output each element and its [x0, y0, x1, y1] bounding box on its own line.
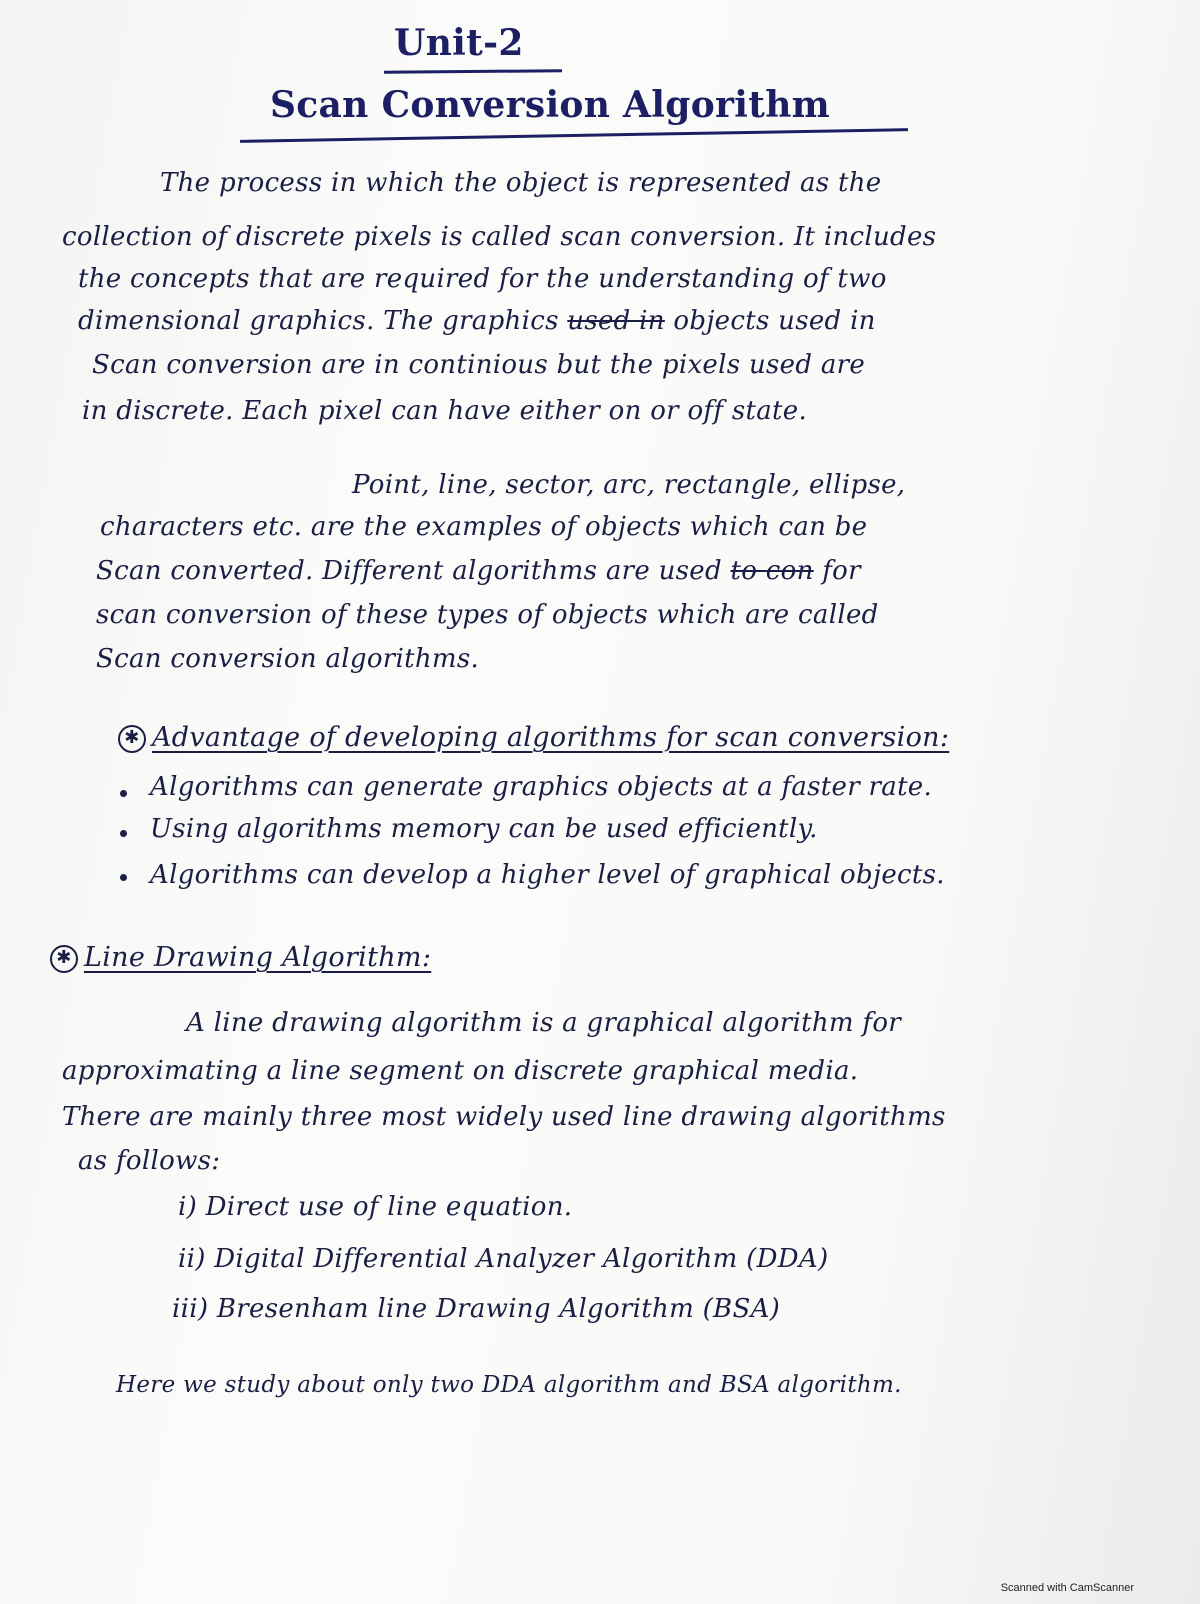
intro-line-5: Scan conversion are in continious but the pixels used are	[92, 350, 866, 380]
bullet-icon	[120, 790, 127, 797]
examples-line-3-text: Scan converted. Different algorithms are used	[96, 556, 722, 586]
intro-line-4-end: objects used in	[673, 306, 876, 336]
list-marker: iii)	[172, 1294, 209, 1324]
algorithm-list-item-2	[178, 1244, 828, 1274]
advantage-item-2: Using algorithms memory can be used efficiently.	[150, 814, 818, 844]
intro-line-3: the concepts that are required for the understanding of two	[78, 264, 887, 294]
bullet-icon	[120, 830, 127, 837]
algorithm-list-item-3	[172, 1294, 780, 1324]
list-text: Direct use of line equation.	[205, 1192, 573, 1222]
intro-line-6: in discrete. Each pixel can have either on or off state.	[82, 396, 808, 426]
line-drawing-line-2: approximating a line segment on discrete graphical media.	[62, 1056, 859, 1086]
bullet-icon	[120, 874, 127, 881]
intro-line-4	[78, 306, 876, 336]
list-marker: i)	[178, 1192, 198, 1222]
asterisk-circle-icon: ✱	[50, 945, 78, 973]
advantage-item-3: Algorithms can develop a higher level of graphical objects.	[150, 860, 945, 890]
examples-line-5: Scan conversion algorithms.	[96, 644, 480, 674]
struck-out-text-2: to con	[730, 556, 814, 586]
line-drawing-heading	[50, 942, 431, 973]
closing-line: Here we study about only two DDA algorithm and BSA algorithm.	[116, 1372, 902, 1398]
line-drawing-line-4: as follows:	[78, 1146, 221, 1176]
page-title-underline	[240, 128, 908, 143]
advantages-heading-text: Advantage of developing algorithms for scan conversion:	[152, 722, 950, 753]
asterisk-circle-icon: ✱	[118, 725, 146, 753]
examples-line-4: scan conversion of these types of objects which are called	[96, 600, 879, 630]
list-text: Bresenham line Drawing Algorithm (BSA)	[216, 1294, 781, 1324]
page-title: Scan Conversion Algorithm	[270, 84, 831, 126]
advantages-heading	[118, 722, 949, 753]
intro-line-1: The process in which the object is represented as the	[160, 168, 882, 198]
unit-title-underline	[384, 69, 562, 74]
unit-title: Unit-2	[394, 22, 524, 64]
scanner-watermark: Scanned with CamScanner	[1000, 1582, 1134, 1594]
examples-line-1: Point, line, sector, arc, rectangle, ellipse,	[352, 470, 906, 500]
struck-out-text: used in	[567, 306, 665, 336]
line-drawing-heading-text: Line Drawing Algorithm:	[84, 942, 432, 973]
examples-line-2: characters etc. are the examples of objects which can be	[100, 512, 868, 542]
examples-line-3	[96, 556, 861, 586]
intro-line-4-text: dimensional graphics. The graphics	[78, 306, 559, 336]
advantage-item-1: Algorithms can generate graphics objects at a faster rate.	[150, 772, 933, 802]
list-text: Digital Differential Analyzer Algorithm (DDA)	[214, 1244, 829, 1274]
line-drawing-line-1: A line drawing algorithm is a graphical algorithm for	[186, 1008, 902, 1038]
line-drawing-line-3: There are mainly three most widely used line drawing algorithms	[62, 1102, 946, 1132]
examples-line-3-end: for	[822, 556, 861, 586]
intro-line-2: collection of discrete pixels is called scan conversion. It includes	[62, 222, 937, 252]
algorithm-list-item-1	[178, 1192, 572, 1222]
list-marker: ii)	[178, 1244, 206, 1274]
